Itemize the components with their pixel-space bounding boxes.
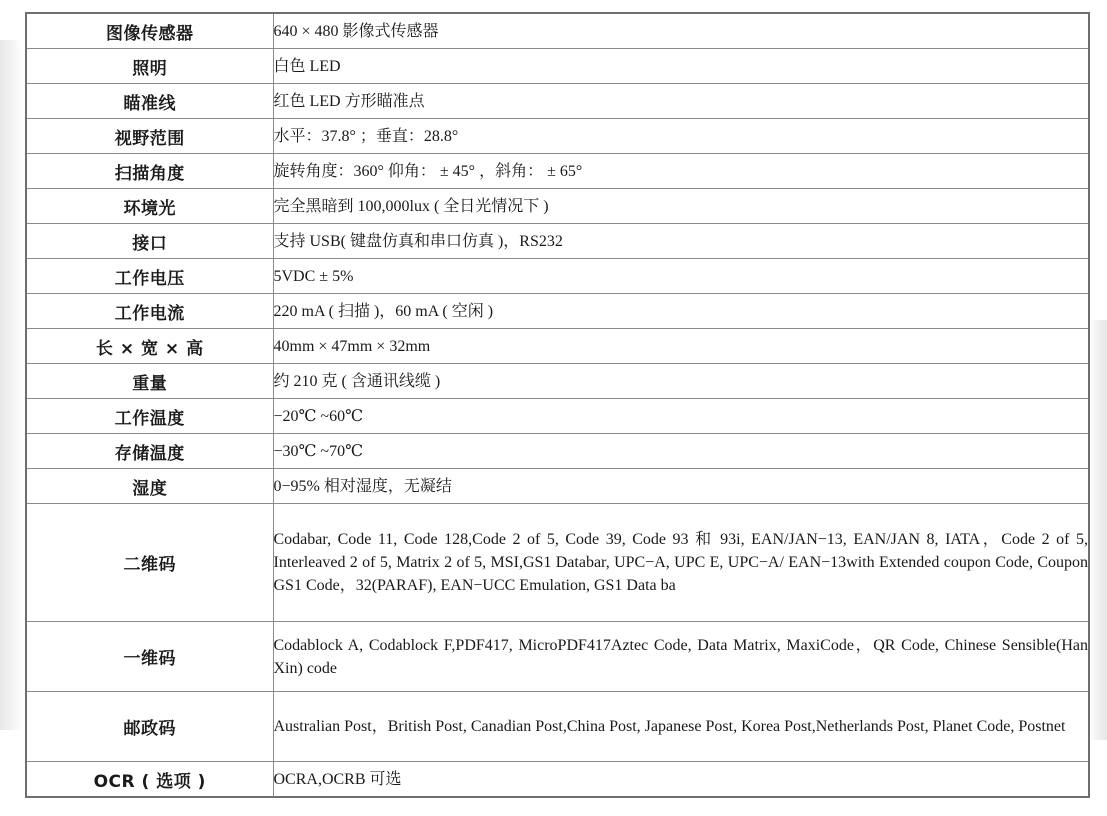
table-row: [26, 692, 1089, 762]
spec-table: [25, 12, 1090, 798]
spec-label: 存储温度: [26, 434, 273, 469]
spec-label: 视野范围: [26, 119, 273, 154]
spec-label: 一维码: [26, 622, 273, 692]
spec-label: 瞄准线: [26, 84, 273, 119]
spec-label: OCR ( 选项 ): [26, 762, 273, 798]
spec-value: −30℃ ~70℃: [273, 434, 1089, 469]
table-row: [26, 622, 1089, 692]
spec-label: 接口: [26, 224, 273, 259]
table-row: [26, 434, 1089, 469]
spec-label: 湿度: [26, 469, 273, 504]
spec-label: 邮政码: [26, 692, 273, 762]
spec-label: 照明: [26, 49, 273, 84]
table-row: [26, 504, 1089, 622]
table-row: [26, 119, 1089, 154]
spec-value: 支持 USB( 键盘仿真和串口仿真 )，RS232: [273, 224, 1089, 259]
spec-label: 环境光: [26, 189, 273, 224]
spec-value: 约 210 克 ( 含通讯线缆 ): [273, 364, 1089, 399]
table-row: [26, 13, 1089, 49]
spec-label: 图像传感器: [26, 13, 273, 49]
table-row: [26, 49, 1089, 84]
table-row: [26, 762, 1089, 798]
spec-label: 长 × 宽 × 高: [26, 329, 273, 364]
table-row: [26, 259, 1089, 294]
table-row: [26, 399, 1089, 434]
table-row: [26, 329, 1089, 364]
table-row: [26, 84, 1089, 119]
spec-value: Australian Post，British Post, Canadian Post,China Post, Japanese Post, Korea Post,Netherlands Post, Planet Code, Postnet: [273, 692, 1089, 762]
spec-value: 640 × 480 影像式传感器: [273, 13, 1089, 49]
spec-value: 5VDC ± 5%: [273, 259, 1089, 294]
table-row: [26, 224, 1089, 259]
spec-value: Codabar, Code 11, Code 128,Code 2 of 5, Code 39, Code 93 和 93i, EAN/JAN−13, EAN/JAN 8, IATA，Code 2 of 5, Interleaved 2 of 5, Matrix 2 of 5, MSI,GS1 Databar, UPC−A, UPC E, UPC−A/ EAN−13with Extended coupon Code, Coupon GS1 Code，32(PARAF), EAN−UCC Emulation, GS1 Data ba: [273, 504, 1089, 622]
spec-value: 白色 LED: [273, 49, 1089, 84]
table-row: [26, 294, 1089, 329]
spec-value: 红色 LED 方形瞄准点: [273, 84, 1089, 119]
table-row: [26, 469, 1089, 504]
spec-value: Codablock A, Codablock F,PDF417, MicroPDF417Aztec Code, Data Matrix, MaxiCode，QR Code, Chinese Sensible(Han Xin) code: [273, 622, 1089, 692]
spec-value: OCRA,OCRB 可选: [273, 762, 1089, 798]
spec-value: 220 mA ( 扫描 )，60 mA ( 空闲 ): [273, 294, 1089, 329]
spec-label: 工作电流: [26, 294, 273, 329]
spec-value: 完全黑暗到 100,000lux ( 全日光情况下 ): [273, 189, 1089, 224]
left-shadow-decoration: [0, 40, 22, 730]
spec-value: 水平：37.8° ；垂直：28.8°: [273, 119, 1089, 154]
right-shadow-decoration: [1089, 320, 1107, 740]
spec-value: 旋转角度：360° 仰角： ± 45° ，斜角： ± 65°: [273, 154, 1089, 189]
spec-label: 工作电压: [26, 259, 273, 294]
spec-value: 0−95% 相对湿度，无凝结: [273, 469, 1089, 504]
spec-value: −20℃ ~60℃: [273, 399, 1089, 434]
table-row: [26, 189, 1089, 224]
table-row: [26, 154, 1089, 189]
spec-label: 二维码: [26, 504, 273, 622]
spec-label: 扫描角度: [26, 154, 273, 189]
spec-value: 40mm × 47mm × 32mm: [273, 329, 1089, 364]
table-row: [26, 364, 1089, 399]
spec-label: 工作温度: [26, 399, 273, 434]
spec-label: 重量: [26, 364, 273, 399]
